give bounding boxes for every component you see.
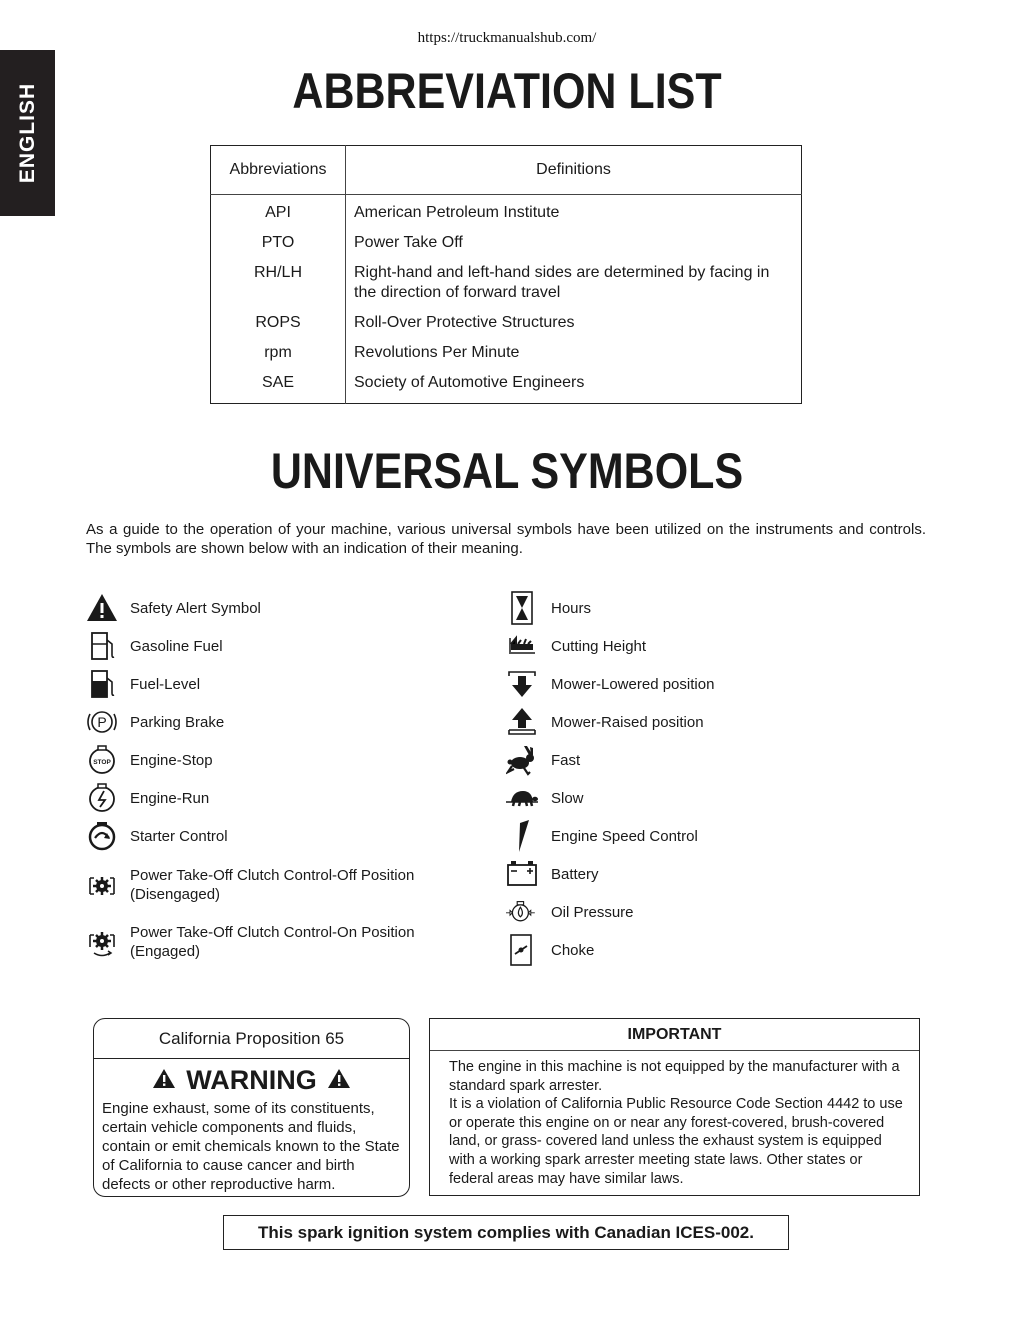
table-row: API American Petroleum Institute xyxy=(211,195,802,234)
important-box xyxy=(429,1018,920,1196)
symbol-row: Slow xyxy=(506,782,906,814)
symbol-row: Engine Speed Control xyxy=(506,820,906,852)
table-row: rpm Revolutions Per Minute xyxy=(211,343,802,373)
column-header: Definitions xyxy=(346,146,802,195)
symbol-row: Choke xyxy=(506,934,906,966)
svg-text:P: P xyxy=(97,714,107,730)
table-row: RH/LH Right-hand and left-hand sides are determined by facing in the direction of forward travel xyxy=(211,263,802,313)
safety-alert-icon xyxy=(86,592,118,624)
source-url: https://truckmanualshub.com/ xyxy=(417,30,597,46)
symbol-row: Gasoline Fuel xyxy=(86,630,466,662)
symbol-row: Mower-Lowered position xyxy=(506,668,906,700)
important-header: IMPORTANT xyxy=(430,1019,919,1051)
prop65-warning-box xyxy=(93,1018,410,1197)
symbol-row: Power Take-Off Clutch Control-On Position (Engaged) xyxy=(86,923,466,963)
symbol-row: Cutting Height xyxy=(506,630,906,662)
abbreviation-table xyxy=(210,145,802,404)
hourglass-icon xyxy=(506,592,538,624)
battery-icon xyxy=(506,858,538,890)
symbol-row: Power Take-Off Clutch Control-Off Position (Disengaged) xyxy=(86,866,466,906)
table-row: SAE Society of Automotive Engineers xyxy=(211,373,802,404)
svg-text:STOP: STOP xyxy=(93,759,111,766)
table-row: PTO Power Take Off xyxy=(211,233,802,263)
mower-lowered-icon xyxy=(506,668,538,700)
symbol-row: Safety Alert Symbol xyxy=(86,592,466,624)
symbol-row: P Parking Brake xyxy=(86,706,466,738)
canada-compliance-notice: This spark ignition system complies with Canadian ICES-002. xyxy=(223,1215,789,1250)
symbol-row: STOP Engine-Stop xyxy=(86,744,466,776)
engine-stop-icon xyxy=(86,744,118,776)
warning-triangle-icon xyxy=(327,1065,351,1096)
rabbit-icon xyxy=(506,744,538,776)
pto-off-icon xyxy=(86,870,118,902)
symbol-row: Starter Control xyxy=(86,820,466,852)
symbols-title: UNIVERSAL SYMBOLS xyxy=(270,443,744,499)
abbreviation-title: ABBREVIATION LIST xyxy=(292,63,722,119)
engine-run-icon xyxy=(86,782,118,814)
choke-icon xyxy=(506,934,538,966)
starter-control-icon xyxy=(86,820,118,852)
symbol-row: Fast xyxy=(506,744,906,776)
warning-triangle-icon xyxy=(152,1065,176,1096)
gasoline-fuel-icon xyxy=(86,630,118,662)
parking-brake-icon xyxy=(86,706,118,738)
engine-speed-icon xyxy=(506,820,538,852)
language-tab: ENGLISH xyxy=(0,50,55,216)
mower-raised-icon xyxy=(506,706,538,738)
fuel-level-icon xyxy=(86,668,118,700)
important-body: The engine in this machine is not equipped by the manufacturer with a standard spark arrester. It is a violation of California Public Resource Code Section 4442 to use or operate this engine on or near any forest-covered, brush-covered land, or grass- covered land unless the exhaust system is equipped with a working spark arrester meeting state laws. Other states or federal areas may have similar laws. xyxy=(449,1059,903,1187)
symbol-row: Hours xyxy=(506,592,906,624)
cutting-height-icon xyxy=(506,630,538,662)
prop65-header: California Proposition 65 xyxy=(94,1019,409,1059)
prop65-body: Engine exhaust, some of its constituents, certain vehicle components and fluids, contain or emit chemicals known to the State of California to cause cancer and birth defects or other reproductive harm. xyxy=(102,1100,400,1193)
symbol-row: Oil Pressure xyxy=(506,896,906,928)
table-row: ROPS Roll-Over Protective Structures xyxy=(211,313,802,343)
symbol-row: Engine-Run xyxy=(86,782,466,814)
symbol-row: Fuel-Level xyxy=(86,668,466,700)
symbol-row: Mower-Raised position xyxy=(506,706,906,738)
pto-on-icon xyxy=(86,927,118,959)
oil-pressure-icon xyxy=(506,896,538,928)
turtle-icon xyxy=(506,782,538,814)
symbol-row: Battery xyxy=(506,858,906,890)
warning-heading: WARNING xyxy=(94,1065,409,1095)
column-header: Abbreviations xyxy=(211,146,346,195)
symbols-intro: As a guide to the operation of your machine, various universal symbols have been utilized on the instruments and controls. The symbols are shown below with an indication of their meaning. xyxy=(86,521,926,557)
